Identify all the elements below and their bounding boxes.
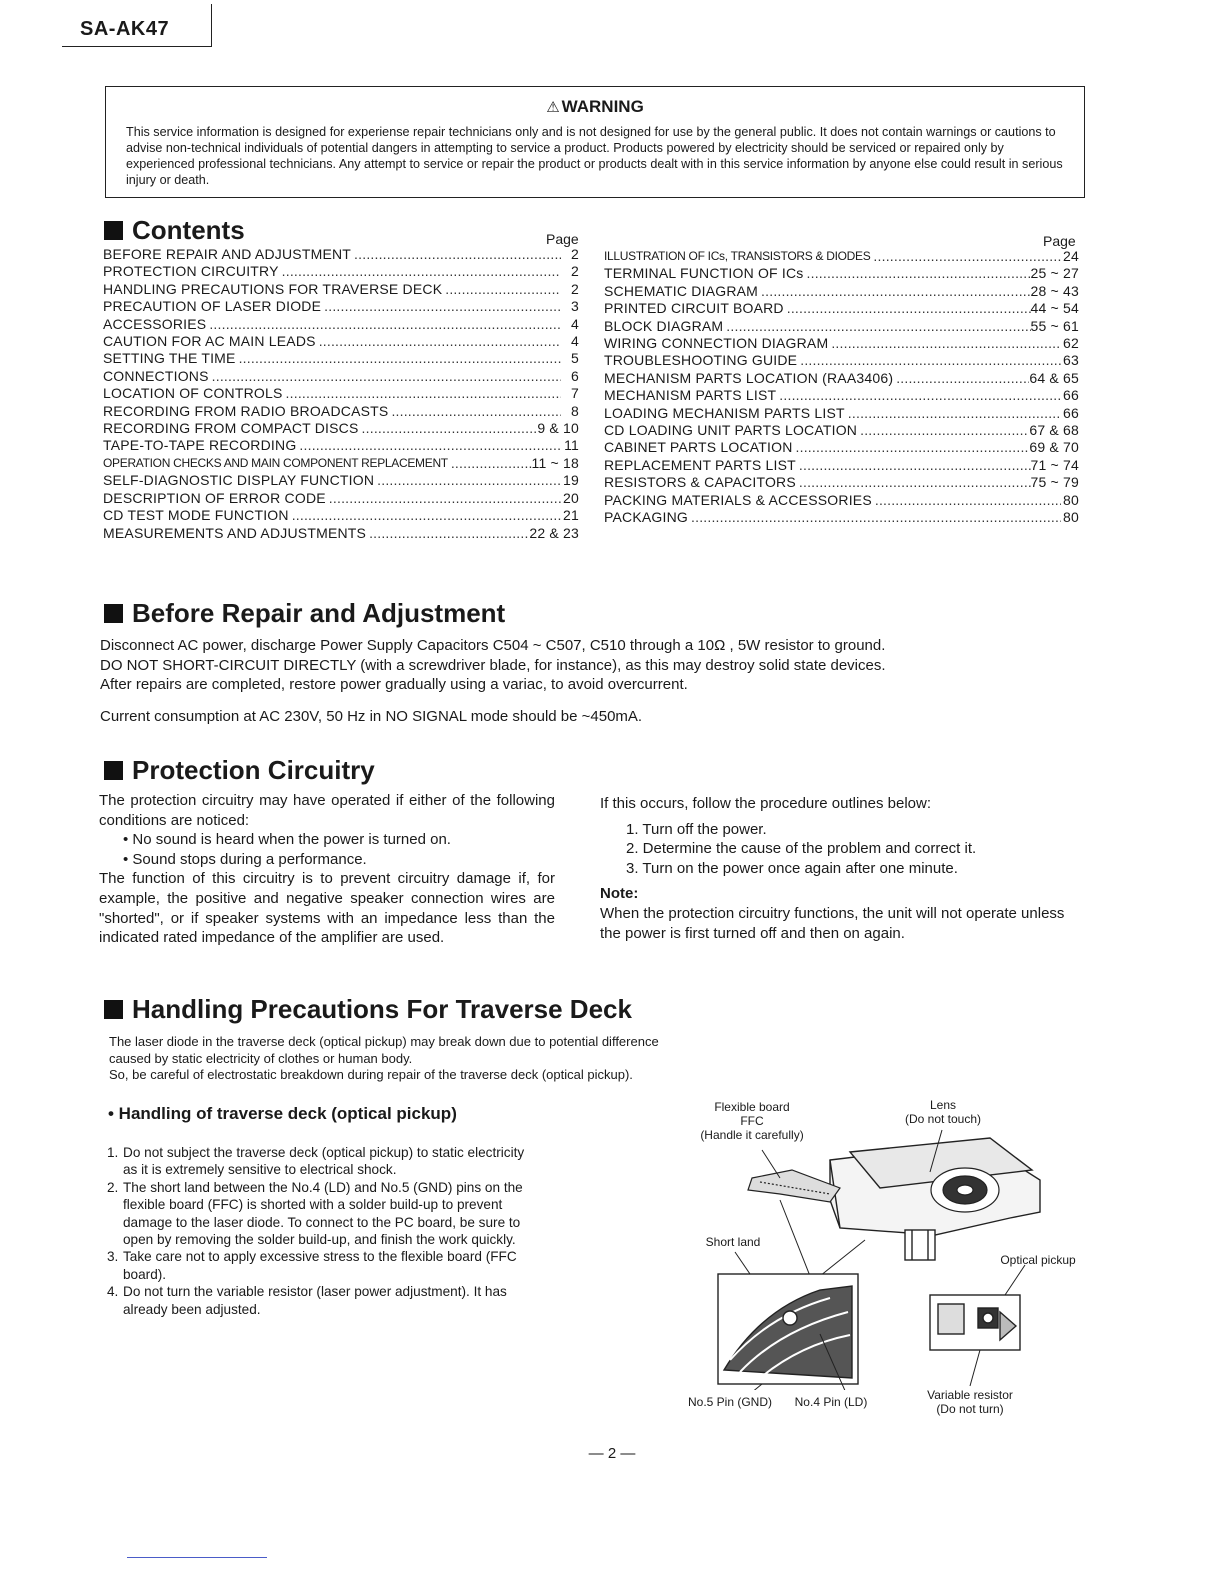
contents-right-column — [604, 248, 1079, 527]
toc-entry-page: 11 — [564, 437, 579, 454]
contents-heading-text: Contents — [132, 215, 245, 245]
toc-entry — [103, 368, 579, 385]
list-item-number: 3. — [107, 1249, 119, 1265]
toc-entry-page: 44 ~ 54 — [1030, 300, 1079, 317]
toc-entry-page: 67 & 68 — [1029, 422, 1079, 439]
pin5-label: No.5 Pin (GND) — [687, 1395, 773, 1409]
toc-entry — [103, 455, 579, 472]
flex-board-label-line-2: FFC — [740, 1114, 764, 1128]
toc-entry — [604, 474, 1079, 491]
toc-entry-title: ILLUSTRATION OF ICs, TRANSISTORS & DIODES — [604, 249, 871, 263]
protection-intro: The protection circuitry may have operated if either of the following conditions are noticed: — [99, 792, 555, 829]
list-item-number: 2. — [107, 1179, 119, 1195]
toc-leader-dots — [758, 283, 1030, 300]
toc-entry-title: SETTING THE TIME — [103, 350, 236, 367]
toc-entry — [103, 403, 579, 420]
procedure-step-3: 3. Turn on the power once again after one minute. — [626, 859, 958, 877]
toc-entry-page: 22 & 23 — [529, 524, 579, 541]
toc-entry-title: SCHEMATIC DIAGRAM — [604, 282, 759, 299]
toc-entry-title: REPLACEMENT PARTS LIST — [604, 456, 796, 473]
toc-entry-page: 55 ~ 61 — [1030, 317, 1079, 334]
toc-leader-dots — [374, 472, 561, 489]
toc-entry — [103, 385, 579, 402]
toc-entry-page: 4 — [571, 333, 579, 350]
toc-entry-title: WIRING CONNECTION DIAGRAM — [604, 335, 829, 352]
toc-entry — [103, 507, 579, 524]
toc-leader-dots — [366, 525, 529, 542]
toc-entry — [604, 283, 1079, 300]
toc-entry — [604, 352, 1079, 369]
toc-entry-title: PRINTED CIRCUIT BOARD — [604, 300, 784, 317]
toc-leader-dots — [388, 403, 561, 420]
contents-left-page-label: Page — [546, 231, 579, 247]
heading-bullet-icon — [104, 1000, 123, 1019]
toc-entry-title: MECHANISM PARTS LOCATION (RAA3406) — [604, 369, 894, 386]
toc-entry-page: 25 ~ 27 — [1030, 265, 1079, 282]
toc-leader-dots — [296, 437, 561, 454]
model-number: SA-AK47 — [80, 18, 170, 40]
lens-label-line-1: Lens — [929, 1098, 957, 1112]
toc-entry — [604, 300, 1079, 317]
toc-leader-dots — [283, 385, 561, 402]
toc-entry-page: 69 & 70 — [1029, 439, 1079, 456]
toc-entry-title: HANDLING PRECAUTIONS FOR TRAVERSE DECK — [103, 280, 443, 297]
toc-entry-title: MEASUREMENTS AND ADJUSTMENTS — [103, 524, 367, 541]
list-item — [107, 1179, 525, 1249]
toc-entry — [103, 472, 579, 489]
toc-leader-dots — [448, 455, 532, 472]
contents-left-column — [103, 246, 579, 542]
toc-entry-title: TERMINAL FUNCTION OF ICs — [604, 265, 804, 282]
note-label: Note: — [600, 885, 639, 903]
toc-entry — [103, 490, 579, 507]
toc-entry — [604, 370, 1079, 387]
toc-entry-page: 64 & 65 — [1029, 369, 1079, 386]
toc-entry-title: PROTECTION CIRCUITRY — [103, 263, 279, 280]
toc-entry — [604, 265, 1079, 282]
toc-entry-title: PRECAUTION OF LASER DIODE — [103, 298, 322, 315]
toc-entry — [103, 298, 579, 315]
warning-triangle-icon: ⚠ — [546, 99, 560, 116]
toc-leader-dots — [206, 316, 561, 333]
toc-leader-dots — [796, 474, 1031, 491]
toc-entry-title: RECORDING FROM RADIO BROADCASTS — [103, 402, 389, 419]
protection-right-column — [600, 794, 1080, 943]
handling-list — [107, 1144, 525, 1318]
page-number: — 2 — — [588, 1445, 636, 1462]
procedure-step-2: 2. Determine the cause of the problem and correct it. — [626, 840, 977, 858]
pin5-pointer — [740, 1384, 762, 1390]
toc-entry-page: 24 — [1063, 248, 1079, 264]
protection-bullet-2: • Sound stops during a performance. — [123, 850, 367, 868]
toc-entry-page: 6 — [571, 367, 579, 384]
list-item-number: 4. — [107, 1284, 119, 1300]
lens-icon — [931, 1168, 999, 1212]
toc-entry-title: CAUTION FOR AC MAIN LEADS — [103, 333, 316, 350]
toc-entry-page: 9 & 10 — [537, 420, 579, 437]
toc-entry-title: PACKING MATERIALS & ACCESSORIES — [604, 491, 872, 508]
toc-entry-title: DESCRIPTION OF ERROR CODE — [103, 489, 326, 506]
toc-entry — [103, 246, 579, 263]
toc-entry-title: ACCESSORIES — [103, 315, 207, 332]
protection-explain: The function of this circuitry is to prevent circuitry damage if, for example, the positive and negative speaker connection wires are "shorted", or if speaker systems with an impedance less than the indicated rated impedance of the amplifier are used. — [99, 870, 555, 947]
toc-leader-dots — [442, 281, 561, 298]
toc-entry-page: 11 ~ 18 — [531, 454, 579, 471]
traverse-deck-diagram — [680, 1090, 1100, 1430]
note-text: When the protection circuitry functions, the unit will not operate unless the power is first turned off and then on again. — [600, 904, 1065, 942]
toc-entry-title: TAPE-TO-TAPE RECORDING — [103, 437, 297, 454]
handling-intro-2: caused by static electricity of clothes or human body. — [109, 1050, 413, 1066]
flex-board-label-line-1: Flexible board — [714, 1100, 790, 1114]
toc-entry-title: RESISTORS & CAPACITORS — [604, 474, 796, 491]
toc-entry — [103, 316, 579, 333]
toc-leader-dots — [872, 492, 1061, 509]
list-item-text: Do not turn the variable resistor (laser power adjustment). It has already been adjusted. — [123, 1284, 507, 1317]
toc-entry-title: CONNECTIONS — [103, 367, 209, 384]
toc-leader-dots — [326, 490, 561, 507]
list-item-text: Take care not to apply excessive stress to the flexible board (FFC board). — [123, 1249, 517, 1282]
list-item-text: Do not subject the traverse deck (optical pickup) to static electricity as it is extremely sensitive to electrical shock. — [123, 1145, 525, 1178]
toc-entry-title: SELF-DIAGNOSTIC DISPLAY FUNCTION — [103, 472, 375, 489]
toc-leader-dots — [279, 263, 561, 280]
handling-subheading: • Handling of traverse deck (optical pickup) — [108, 1104, 457, 1123]
protection-heading — [104, 755, 375, 786]
toc-entry — [103, 420, 579, 437]
warning-text: This service information is designed for experiense repair technicians only and is not designed for use by the general public. It does not contain warnings or cautions to advise non-technical individuals of potential dangers in attempting to service a product. Products powered by electricity should be serviced or repaired only by experienced professional technicians. Any attempt to service or repair the product or products dealt with in this service information by anyone else could result in serious injury or death. — [126, 125, 1063, 187]
toc-entry — [604, 422, 1079, 439]
handling-heading — [104, 994, 632, 1025]
toc-entry-page: 5 — [571, 350, 579, 367]
procedure-intro: If this occurs, follow the procedure outlines below: — [600, 795, 932, 812]
toc-entry-page: 2 — [571, 246, 579, 262]
toc-entry — [604, 457, 1079, 474]
toc-entry-title: CABINET PARTS LOCATION — [604, 439, 793, 456]
toc-entry-title: TROUBLESHOOTING GUIDE — [604, 352, 798, 369]
toc-leader-dots — [796, 457, 1031, 474]
toc-entry-page: 19 — [563, 472, 579, 489]
toc-entry-page: 20 — [563, 489, 579, 506]
optical-pickup-inset — [930, 1295, 1020, 1350]
short-land-label: Short land — [705, 1235, 761, 1249]
warning-title-text: WARNING — [561, 97, 644, 116]
before-repair-heading — [104, 598, 505, 629]
toc-entry-page: 80 — [1063, 491, 1079, 508]
toc-entry-page: 4 — [571, 315, 579, 332]
toc-entry-page: 66 — [1063, 387, 1079, 404]
traverse-deck-illustration — [680, 1090, 1100, 1390]
handling-intro-1: The laser diode in the traverse deck (optical pickup) may break down due to potential difference — [109, 1034, 659, 1049]
toc-entry-page: 28 ~ 43 — [1030, 282, 1079, 299]
warning-box — [105, 86, 1085, 198]
toc-entry-title: LOCATION OF CONTROLS — [103, 385, 283, 402]
toc-leader-dots — [893, 370, 1029, 387]
warning-title — [106, 97, 1084, 117]
toc-leader-dots — [776, 387, 1061, 404]
variable-resistor-label — [918, 1388, 1022, 1416]
toc-entry — [604, 248, 1079, 265]
flex-board-label-line-3: (Handle it carefully) — [700, 1128, 804, 1142]
toc-leader-dots — [688, 509, 1061, 526]
toc-leader-dots — [209, 368, 561, 385]
toc-entry — [103, 281, 579, 298]
toc-entry-page: 62 — [1063, 335, 1079, 352]
toc-entry-title: MECHANISM PARTS LIST — [604, 387, 777, 404]
before-repair-line-4: Current consumption at AC 230V, 50 Hz in NO SIGNAL mode should be ~450mA. — [100, 707, 643, 725]
toc-entry — [604, 387, 1079, 404]
toc-leader-dots — [784, 300, 1031, 317]
footer-rule — [127, 1557, 267, 1558]
list-item-number: 1. — [107, 1145, 119, 1160]
procedure-step-1: 1. Turn off the power. — [626, 820, 767, 838]
toc-leader-dots — [351, 246, 561, 263]
toc-entry — [103, 525, 579, 542]
protection-left-column — [99, 791, 555, 948]
toc-entry-page: 71 ~ 74 — [1030, 456, 1079, 473]
pin4-label: No.4 Pin (LD) — [794, 1395, 868, 1409]
header-underline — [62, 46, 212, 47]
toc-leader-dots — [359, 420, 538, 437]
toc-leader-dots — [804, 265, 1031, 282]
toc-entry-title: CD LOADING UNIT PARTS LOCATION — [604, 422, 858, 439]
optical-pickup-label: Optical pickup — [1000, 1253, 1076, 1267]
toc-entry — [103, 263, 579, 280]
contents-right-page-label: Page — [1043, 233, 1076, 249]
handling-heading-text: Handling Precautions For Traverse Deck — [132, 994, 632, 1024]
toc-entry — [604, 439, 1079, 456]
toc-entry-title: RECORDING FROM COMPACT DISCS — [103, 420, 359, 437]
toc-entry-page: 80 — [1063, 509, 1079, 526]
list-item — [107, 1144, 525, 1179]
toc-leader-dots — [321, 298, 561, 315]
heading-bullet-icon — [104, 221, 123, 240]
toc-leader-dots — [797, 352, 1061, 369]
toc-leader-dots — [289, 507, 561, 524]
list-item — [107, 1248, 525, 1283]
handling-intro-3: So, be careful of electrostatic breakdown during repair of the traverse deck (optical pickup). — [109, 1067, 633, 1082]
toc-entry — [604, 335, 1079, 352]
toc-entry — [103, 437, 579, 454]
protection-heading-text: Protection Circuitry — [132, 755, 375, 785]
toc-entry-page: 8 — [571, 402, 579, 419]
handling-intro — [109, 1034, 809, 1084]
toc-entry — [604, 405, 1079, 422]
toc-entry-page: 21 — [563, 507, 579, 524]
toc-entry-page: 2 — [571, 280, 579, 297]
toc-entry — [103, 333, 579, 350]
toc-entry-title: BLOCK DIAGRAM — [604, 317, 724, 334]
before-repair-line-3: After repairs are completed, restore power gradually using a variac, to avoid overcurrent. — [100, 676, 688, 694]
before-repair-heading-text: Before Repair and Adjustment — [132, 598, 506, 628]
toc-entry-page: 75 ~ 79 — [1030, 474, 1079, 491]
contents-heading — [104, 215, 245, 246]
toc-entry-page: 7 — [571, 385, 579, 402]
toc-entry — [604, 509, 1079, 526]
toc-entry — [604, 318, 1079, 335]
before-repair-line-1: Disconnect AC power, discharge Power Supply Capacitors C504 ~ C507, C510 through a 10Ω , 5W resistor to ground. — [100, 637, 886, 654]
toc-entry-page: 3 — [571, 298, 579, 315]
toc-leader-dots — [793, 439, 1030, 456]
before-repair-line-2: DO NOT SHORT-CIRCUIT DIRECTLY (with a screwdriver blade, for instance), as this may destroy solid state devices. — [100, 656, 886, 674]
toc-leader-dots — [845, 405, 1061, 422]
toc-entry-page: 2 — [571, 263, 579, 280]
toc-leader-dots — [236, 350, 561, 367]
toc-entry-page: 63 — [1063, 352, 1079, 369]
toc-leader-dots — [316, 333, 561, 350]
toc-entry-title: BEFORE REPAIR AND ADJUSTMENT — [103, 246, 352, 262]
short-land-inset — [718, 1274, 858, 1384]
header-divider — [211, 4, 212, 46]
toc-entry-page: 66 — [1063, 404, 1079, 421]
toc-leader-dots — [870, 248, 1061, 265]
protection-bullet-1: • No sound is heard when the power is turned on. — [123, 831, 451, 849]
toc-leader-dots — [857, 422, 1029, 439]
toc-entry — [103, 350, 579, 367]
lens-label-line-2: (Do not touch) — [904, 1112, 982, 1126]
toc-leader-dots — [723, 318, 1030, 335]
heading-bullet-icon — [104, 604, 123, 623]
list-item — [107, 1283, 525, 1318]
variable-resistor-label-line-1: Variable resistor — [927, 1388, 1013, 1402]
toc-entry-title: PACKAGING — [604, 509, 689, 526]
variable-resistor-label-line-2: (Do not turn) — [936, 1402, 1004, 1416]
list-item-text: The short land between the No.4 (LD) and No.5 (GND) pins on the flexible board (FFC) is shorted with a solder build-up to prevent damage to the laser diode. To connect to the PC board, be sure to open by removing the solder build-up, and finish the work quickly. — [123, 1179, 523, 1248]
toc-leader-dots — [828, 335, 1061, 352]
toc-entry-title: CD TEST MODE FUNCTION — [103, 507, 289, 524]
flexible-board-icon — [748, 1170, 840, 1202]
toc-entry — [604, 492, 1079, 509]
heading-bullet-icon — [104, 761, 123, 780]
toc-entry-title: LOADING MECHANISM PARTS LIST — [604, 404, 845, 421]
before-repair-body — [100, 636, 1100, 726]
toc-entry-title: OPERATION CHECKS AND MAIN COMPONENT REPLACEMENT — [103, 455, 448, 470]
variable-resistor-pointer — [970, 1350, 980, 1386]
